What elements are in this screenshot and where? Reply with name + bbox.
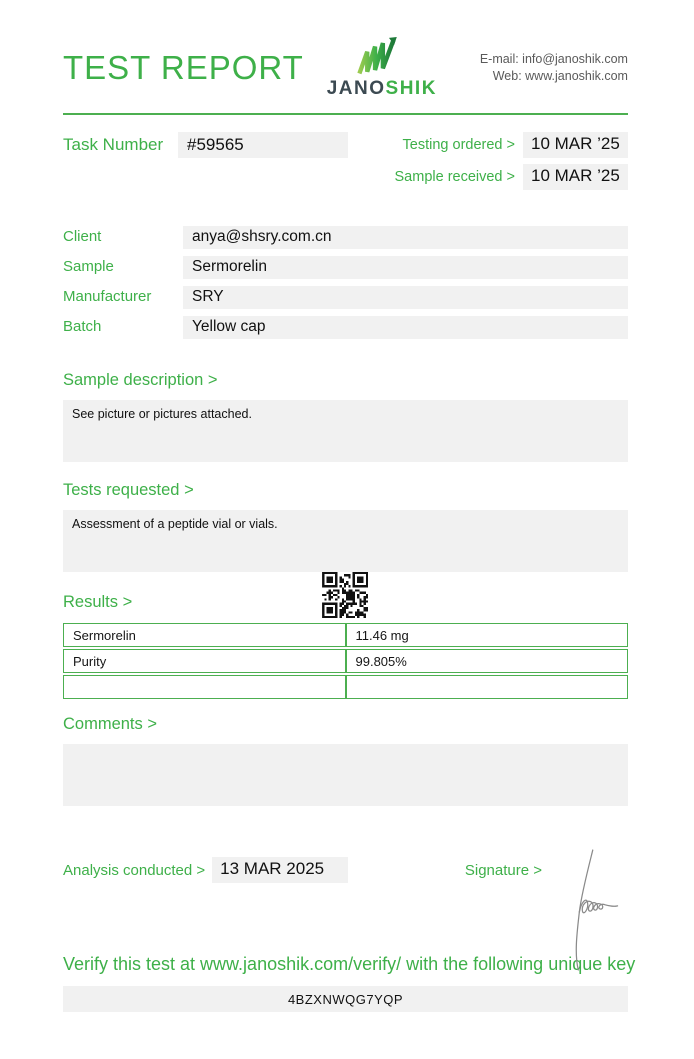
result-analyte-cell xyxy=(63,675,346,699)
comments-heading: Comments > xyxy=(63,715,157,733)
results-heading: Results > xyxy=(63,593,133,611)
analysis-conducted-value: 13 MAR 2025 xyxy=(212,857,348,883)
batch-value: Yellow cap xyxy=(183,316,628,339)
logo-wordmark xyxy=(327,78,437,100)
analysis-conducted-label: Analysis conducted > xyxy=(63,861,206,879)
email-line: E-mail: info@janoshik.com xyxy=(479,52,628,67)
client-value: anya@shsry.com.cn xyxy=(183,226,628,249)
batch-row xyxy=(63,316,628,339)
sample-received-row xyxy=(383,164,628,190)
tests-requested-box: Assessment of a peptide vial or vials. xyxy=(63,510,628,572)
sample-info-block xyxy=(63,226,628,339)
table-row xyxy=(63,649,628,673)
manufacturer-row xyxy=(63,286,628,309)
comments-box xyxy=(63,744,628,806)
header-divider xyxy=(63,113,628,115)
chart-growth-icon xyxy=(354,37,410,77)
testing-ordered-label: Testing ordered > xyxy=(402,137,515,153)
batch-label: Batch xyxy=(63,318,102,335)
task-number-label: Task Number xyxy=(63,135,164,154)
table-row xyxy=(63,623,628,647)
result-value-cell: 99.805% xyxy=(346,649,629,673)
table-row xyxy=(63,675,628,699)
analysis-conducted xyxy=(63,857,348,883)
qr-code xyxy=(322,572,368,618)
unique-key-value: 4BZXNWQG7YQP xyxy=(63,986,628,1012)
results-table xyxy=(63,621,628,701)
sample-row xyxy=(63,256,628,279)
results-heading-row xyxy=(63,572,628,620)
manufacturer-value: SRY xyxy=(183,286,628,309)
task-number-value: #59565 xyxy=(178,132,348,158)
sample-description-box: See picture or pictures attached. xyxy=(63,400,628,462)
sample-description-heading: Sample description > xyxy=(63,371,218,389)
contact-info xyxy=(480,51,628,85)
sample-value: Sermorelin xyxy=(183,256,628,279)
tests-requested-heading: Tests requested > xyxy=(63,481,194,499)
footer-row xyxy=(63,856,628,884)
sample-received-value: 10 MAR ’25 xyxy=(523,164,628,190)
janoshik-logo xyxy=(327,37,437,100)
web-line: Web: www.janoshik.com xyxy=(492,69,628,83)
result-value-cell: 11.46 mg xyxy=(346,623,629,647)
report-header xyxy=(63,36,628,100)
client-label: Client xyxy=(63,228,102,245)
sample-label: Sample xyxy=(63,258,114,275)
client-row xyxy=(63,226,628,249)
sample-received-label: Sample received > xyxy=(394,169,515,185)
report-title: TEST REPORT xyxy=(63,49,304,86)
result-value-cell xyxy=(346,675,629,699)
result-analyte-cell: Sermorelin xyxy=(63,623,346,647)
signature-image xyxy=(566,848,634,972)
testing-ordered-row xyxy=(383,132,628,158)
dates-block xyxy=(383,132,628,190)
manufacturer-label: Manufacturer xyxy=(63,288,152,305)
testing-ordered-value: 10 MAR ’25 xyxy=(523,132,628,158)
verify-instruction: Verify this test at www.janoshik.com/verify/ with the following unique key xyxy=(63,954,636,974)
logo-jano: JANO xyxy=(326,77,386,99)
result-analyte-cell: Purity xyxy=(63,649,346,673)
logo-shik: SHIK xyxy=(385,77,437,99)
signature-label: Signature > xyxy=(464,861,542,879)
task-section xyxy=(63,132,628,190)
